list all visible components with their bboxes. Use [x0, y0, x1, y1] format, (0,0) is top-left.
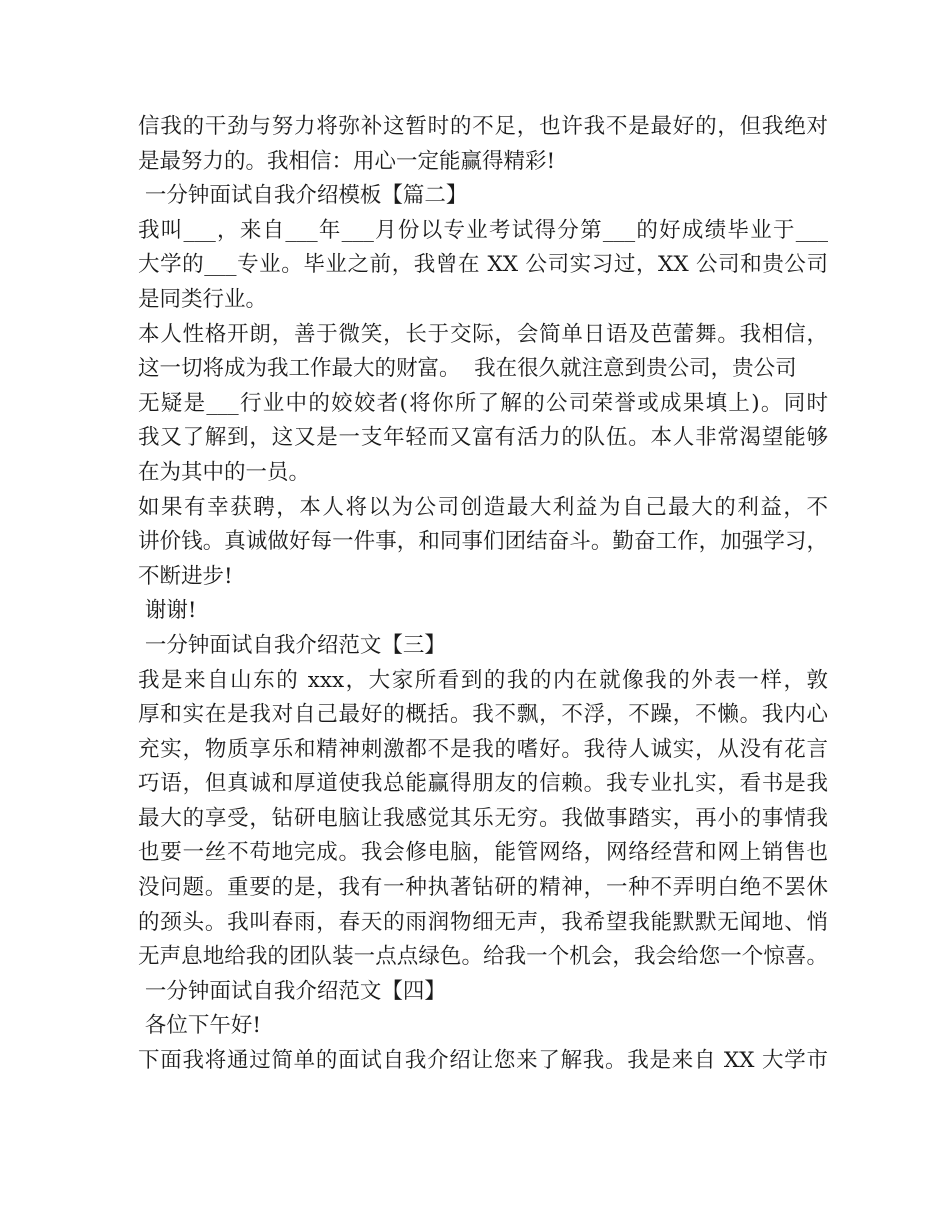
text-line: 无声息地给我的团队装一点点绿色。给我一个机会，我会给您一个惊喜。 — [138, 944, 828, 970]
text-line: 信我的干劲与努力将弥补这暂时的不足，也许我不是最好的，但我绝对 — [138, 114, 828, 139]
text-line: 下面我将通过简单的面试自我介绍让您来了解我。我是来自 XX 大学市 — [138, 1048, 828, 1074]
text-line: 我叫___，来自___年___月份以专业考试得分第___的好成绩毕业于___ — [138, 217, 828, 243]
text-line: 没问题。重要的是，我有一种执著钻研的精神，一种不弄明白绝不罢休 — [138, 875, 828, 901]
text-line: 不断进步! — [138, 563, 233, 589]
text-line: 也要一丝不苟地完成。我会修电脑，能管网络，网络经营和网上销售也 — [138, 840, 828, 866]
text-line: 我是来自山东的 xxx，大家所看到的我的内在就像我的外表一样，敦 — [138, 667, 828, 693]
text-line: 我又了解到，这又是一支年轻而又富有活力的队伍。本人非常渴望能够 — [138, 425, 828, 451]
text-line: 如果有幸获聘，本人将以为公司创造最大利益为自己最大的利益，不 — [138, 494, 828, 520]
section-heading: 一分钟面试自我介绍范文【三】 — [138, 632, 446, 658]
text-line: 本人性格开朗，善于微笑，长于交际，会简单日语及芭蕾舞。我相信， — [138, 321, 828, 347]
text-line: 无疑是___行业中的姣姣者(将你所了解的公司荣誉或成果填上)。同时 — [138, 390, 828, 416]
section-heading: 一分钟面试自我介绍范文【四】 — [138, 978, 446, 1004]
text-line: 是同类行业。 — [138, 286, 268, 312]
text-line: 讲价钱。真诚做好每一件事，和同事们团结奋斗。勤奋工作，加强学习， — [138, 529, 828, 555]
text-line: 谢谢! — [138, 598, 197, 624]
text-line: 在为其中的一员。 — [138, 459, 311, 485]
document-body — [138, 110, 828, 1079]
text-line: 这一切将成为我工作最大的财富。 我在很久就注意到贵公司，贵公司 — [138, 356, 797, 382]
text-line: 最大的享受，钻研电脑让我感觉其乐无穷。我做事踏实，再小的事情我 — [138, 805, 828, 831]
text-line: 是最努力的。我相信：用心一定能赢得精彩! — [138, 148, 556, 174]
section-heading: 一分钟面试自我介绍模板【篇二】 — [138, 183, 468, 209]
text-line: 厚和实在是我对自己最好的概括。我不飘，不浮，不躁，不懒。我内心 — [138, 702, 828, 728]
text-line: 充实，物质享乐和精神刺激都不是我的嗜好。我待人诚实，从没有花言 — [138, 736, 828, 762]
text-line: 的颈头。我叫春雨，春天的雨润物细无声，我希望我能默默无闻地、悄 — [138, 909, 828, 935]
text-line: 巧语，但真诚和厚道使我总能赢得朋友的信赖。我专业扎实，看书是我 — [138, 771, 828, 797]
text-line: 大学的___专业。毕业之前，我曾在 XX 公司实习过，XX 公司和贵公司 — [138, 252, 828, 278]
text-line: 各位下午好! — [138, 1013, 261, 1039]
